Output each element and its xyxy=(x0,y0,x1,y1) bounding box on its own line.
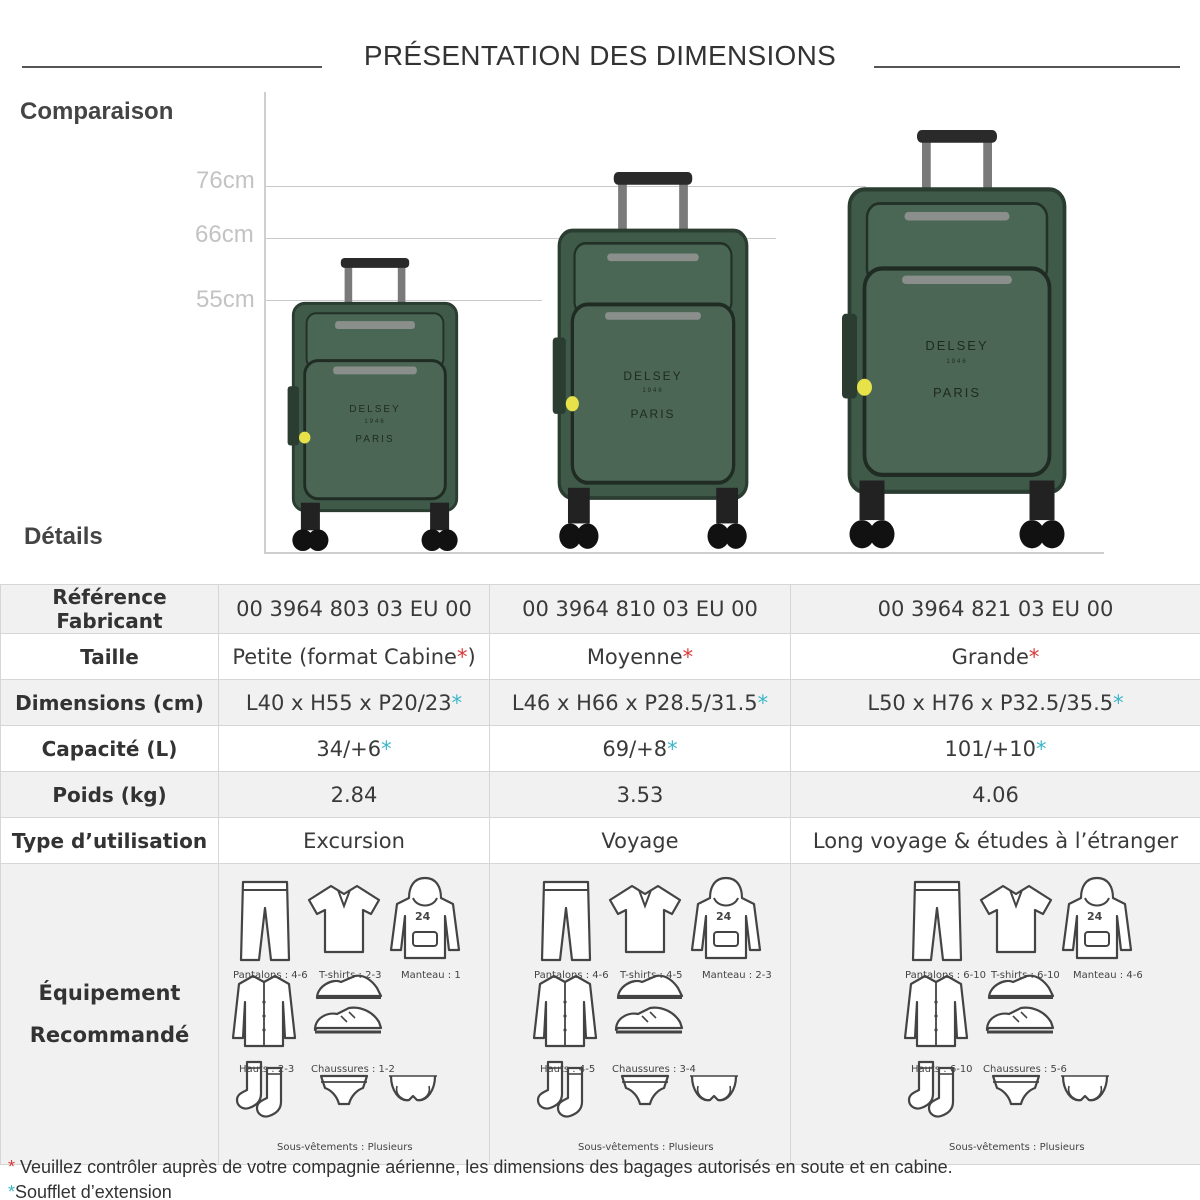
capacity-medium-text: 69/+8 xyxy=(602,736,668,761)
dimensions-large-text: L50 x H76 x P32.5/35.5 xyxy=(867,690,1114,715)
cell-size-medium xyxy=(490,634,791,680)
underwear-caption: Sous-vêtements : Plusieurs xyxy=(949,1142,1085,1153)
capacity-medium-asterisk: * xyxy=(667,736,678,761)
dimension-label-55: 55cm xyxy=(196,286,255,313)
tops-caption: Hauts : 6-10 xyxy=(911,1064,973,1075)
tops-caption: Hauts : 4-5 xyxy=(540,1064,596,1075)
footnote-extension xyxy=(8,1182,172,1200)
comparison-heading: Comparaison xyxy=(20,98,174,125)
dimensions-small-asterisk: * xyxy=(451,690,463,715)
cell-capacity-large xyxy=(791,726,1200,772)
table-row-equipment xyxy=(1,864,1200,1165)
pants-caption: Pantalons : 6-10 xyxy=(905,970,986,981)
dimensions-medium-asterisk: * xyxy=(757,690,769,715)
pants-caption: Pantalons : 4-6 xyxy=(534,970,609,981)
equipment-grid-large xyxy=(791,864,1200,1164)
cell-dimensions-small xyxy=(219,680,490,726)
size-large-text: Grande xyxy=(951,644,1029,669)
equipment-label-line1: Équipement xyxy=(38,981,181,1005)
suitcase-small-year: 1946 xyxy=(364,419,386,425)
cell-capacity-small xyxy=(219,726,490,772)
table-row-reference xyxy=(1,585,1200,634)
row-label-weight: Poids (kg) xyxy=(1,772,219,818)
suitcase-medium-brand: DELSEY xyxy=(623,369,683,383)
footnote-baggage-text: Veuillez contrôler auprès de votre compagnie aérienne, les dimensions des bagages autorisés en soute et en cabine. xyxy=(20,1157,953,1177)
suitcase-large xyxy=(832,130,1082,554)
footnote-baggage-asterisk: * xyxy=(8,1157,16,1177)
suitcase-medium-year: 1946 xyxy=(642,388,664,394)
suitcase-large-city: PARIS xyxy=(932,385,982,400)
cell-reference-large: 00 3964 821 03 EU 00 xyxy=(791,585,1200,634)
cell-equipment-medium xyxy=(490,864,791,1165)
cell-reference-medium: 00 3964 810 03 EU 00 xyxy=(490,585,791,634)
capacity-large-text: 101/+10 xyxy=(944,736,1036,761)
table-row-capacity xyxy=(1,726,1200,772)
row-label-equipment xyxy=(1,864,219,1165)
details-table xyxy=(0,584,1200,1165)
dimensions-large-asterisk: * xyxy=(1113,690,1124,715)
hoodie-number: 24 xyxy=(1087,910,1103,923)
row-label-size: Taille xyxy=(1,634,219,680)
hoodie-number: 24 xyxy=(716,910,732,923)
tshirt-icon xyxy=(977,882,1055,956)
header-rule-right xyxy=(874,66,1180,68)
suitcase-small xyxy=(280,258,470,554)
cell-weight-medium: 3.53 xyxy=(490,772,791,818)
row-label-usage: Type d’utilisation xyxy=(1,818,219,864)
suitcase-small-brand: DELSEY xyxy=(349,404,401,415)
dimensions-medium-text: L46 x H66 x P28.5/31.5 xyxy=(511,690,758,715)
cell-usage-large: Long voyage & études à l’étranger xyxy=(791,818,1200,864)
size-medium-asterisk: * xyxy=(682,644,694,669)
size-small-close: ) xyxy=(467,644,476,669)
size-small-asterisk: * xyxy=(456,644,468,669)
tshirts-caption: T-shirts : 2-3 xyxy=(319,970,382,981)
footnote-extension-asterisk: * xyxy=(8,1182,16,1200)
shirt-icon xyxy=(231,972,297,1050)
tshirts-caption: T-shirts : 4-5 xyxy=(620,970,683,981)
table-row-dimensions xyxy=(1,680,1200,726)
underwear-caption: Sous-vêtements : Plusieurs xyxy=(277,1142,413,1153)
suitcase-medium-illustration xyxy=(544,172,762,554)
briefs-icon xyxy=(989,1072,1043,1108)
size-large-asterisk: * xyxy=(1028,644,1040,669)
table-row-size xyxy=(1,634,1200,680)
underwear-caption: Sous-vêtements : Plusieurs xyxy=(578,1142,714,1153)
shoes-caption: Chaussures : 1-2 xyxy=(311,1064,395,1075)
capacity-small-text: 34/+6 xyxy=(316,736,382,761)
bra-icon xyxy=(1057,1072,1113,1108)
dimensions-small-text: L40 x H55 x P20/23 xyxy=(245,690,452,715)
pants-icon xyxy=(237,878,293,964)
coat-caption: Manteau : 1 xyxy=(401,970,461,981)
shoes-icon xyxy=(983,972,1057,1040)
size-small-text: Petite (format Cabine xyxy=(232,644,457,669)
tops-caption: Hauts : 2-3 xyxy=(239,1064,295,1075)
cell-capacity-medium xyxy=(490,726,791,772)
table-row-usage xyxy=(1,818,1200,864)
page-title: PRÉSENTATION DES DIMENSIONS xyxy=(363,40,837,71)
cell-equipment-large xyxy=(791,864,1200,1165)
pants-caption: Pantalons : 4-6 xyxy=(233,970,308,981)
cell-dimensions-large xyxy=(791,680,1200,726)
cell-size-large xyxy=(791,634,1200,680)
cell-usage-small: Excursion xyxy=(219,818,490,864)
table-row-weight xyxy=(1,772,1200,818)
cell-dimensions-medium xyxy=(490,680,791,726)
briefs-icon xyxy=(317,1072,371,1108)
shoes-icon xyxy=(612,972,686,1040)
shoes-caption: Chaussures : 3-4 xyxy=(612,1064,696,1075)
hoodie-number: 24 xyxy=(415,910,431,923)
capacity-small-asterisk: * xyxy=(381,736,392,761)
pants-icon xyxy=(538,878,594,964)
dimension-label-76: 76cm xyxy=(196,167,255,194)
equipment-grid-small xyxy=(219,864,489,1164)
bra-icon xyxy=(385,1072,441,1108)
tshirt-icon xyxy=(606,882,684,956)
bra-icon xyxy=(686,1072,742,1108)
size-medium-text: Moyenne xyxy=(586,644,683,669)
shoes-icon xyxy=(311,972,385,1040)
shirt-icon xyxy=(532,972,598,1050)
row-label-dimensions: Dimensions (cm) xyxy=(1,680,219,726)
pants-icon xyxy=(909,878,965,964)
suitcase-large-year: 1946 xyxy=(946,359,968,365)
cell-size-small xyxy=(219,634,490,680)
vertical-axis xyxy=(264,92,266,554)
equipment-label-line2: Recommandé xyxy=(29,1023,190,1047)
suitcase-small-city: PARIS xyxy=(355,434,395,445)
details-heading: Détails xyxy=(24,523,103,550)
dimension-label-66: 66cm xyxy=(195,221,254,248)
row-label-capacity: Capacité (L) xyxy=(1,726,219,772)
row-label-reference: Référence Fabricant xyxy=(1,585,219,634)
footnote-baggage xyxy=(8,1157,953,1178)
equipment-grid-medium xyxy=(490,864,790,1164)
suitcase-large-brand: DELSEY xyxy=(925,338,989,353)
briefs-icon xyxy=(618,1072,672,1108)
shoes-caption: Chaussures : 5-6 xyxy=(983,1064,1067,1075)
tshirt-icon xyxy=(305,882,383,956)
tshirts-caption: T-shirts : 6-10 xyxy=(991,970,1060,981)
suitcase-medium xyxy=(544,172,762,554)
cell-usage-medium: Voyage xyxy=(490,818,791,864)
cell-weight-large: 4.06 xyxy=(791,772,1200,818)
cell-reference-small: 00 3964 803 03 EU 00 xyxy=(219,585,490,634)
footnote-extension-text: Soufflet d’extension xyxy=(15,1182,172,1200)
shirt-icon xyxy=(903,972,969,1050)
coat-caption: Manteau : 4-6 xyxy=(1073,970,1143,981)
capacity-large-asterisk: * xyxy=(1035,736,1047,761)
coat-caption: Manteau : 2-3 xyxy=(702,970,772,981)
cell-equipment-small xyxy=(219,864,490,1165)
cell-weight-small: 2.84 xyxy=(219,772,490,818)
suitcase-medium-city: PARIS xyxy=(630,407,676,421)
